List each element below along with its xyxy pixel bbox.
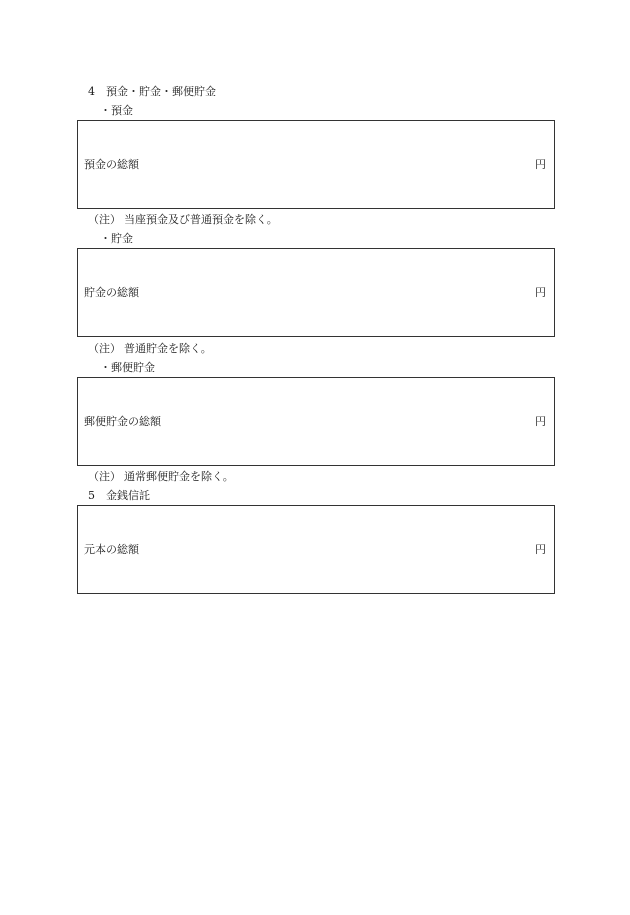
savings-note — [88, 342, 212, 356]
deposits-total-unit: 円 — [535, 158, 546, 171]
savings-total-unit: 円 — [535, 286, 546, 299]
deposits-note — [88, 213, 278, 227]
section-5-title: 金銭信託 — [106, 489, 150, 502]
deposits-total-label: 預金の総額 — [84, 158, 139, 171]
savings-total-box[interactable] — [77, 248, 555, 337]
postal-savings-total-box[interactable] — [77, 377, 555, 466]
savings-subheading: ・貯金 — [100, 232, 133, 245]
deposits-total-box[interactable] — [77, 120, 555, 209]
section-4-heading — [88, 85, 216, 99]
savings-note-tag: （注） — [88, 342, 121, 355]
trust-principal-box[interactable] — [77, 505, 555, 594]
savings-total-label: 貯金の総額 — [84, 286, 139, 299]
section-5-number: 5 — [88, 489, 95, 502]
deposits-subheading: ・預金 — [100, 104, 133, 117]
section-4-number: 4 — [88, 85, 95, 98]
postal-savings-note-tag: （注） — [88, 470, 121, 483]
postal-savings-note — [88, 470, 234, 484]
deposits-note-tag: （注） — [88, 213, 121, 226]
section-5-heading — [88, 489, 150, 503]
trust-principal-label: 元本の総額 — [84, 543, 139, 556]
postal-savings-total-unit: 円 — [535, 415, 546, 428]
postal-savings-note-text: 通常郵便貯金を除く。 — [124, 470, 234, 483]
deposits-note-text: 当座預金及び普通預金を除く。 — [124, 213, 278, 226]
postal-savings-subheading: ・郵便貯金 — [100, 361, 155, 374]
savings-note-text: 普通貯金を除く。 — [124, 342, 212, 355]
section-4-title: 預金・貯金・郵便貯金 — [106, 85, 216, 98]
postal-savings-total-label: 郵便貯金の総額 — [84, 415, 161, 428]
trust-principal-unit: 円 — [535, 543, 546, 556]
